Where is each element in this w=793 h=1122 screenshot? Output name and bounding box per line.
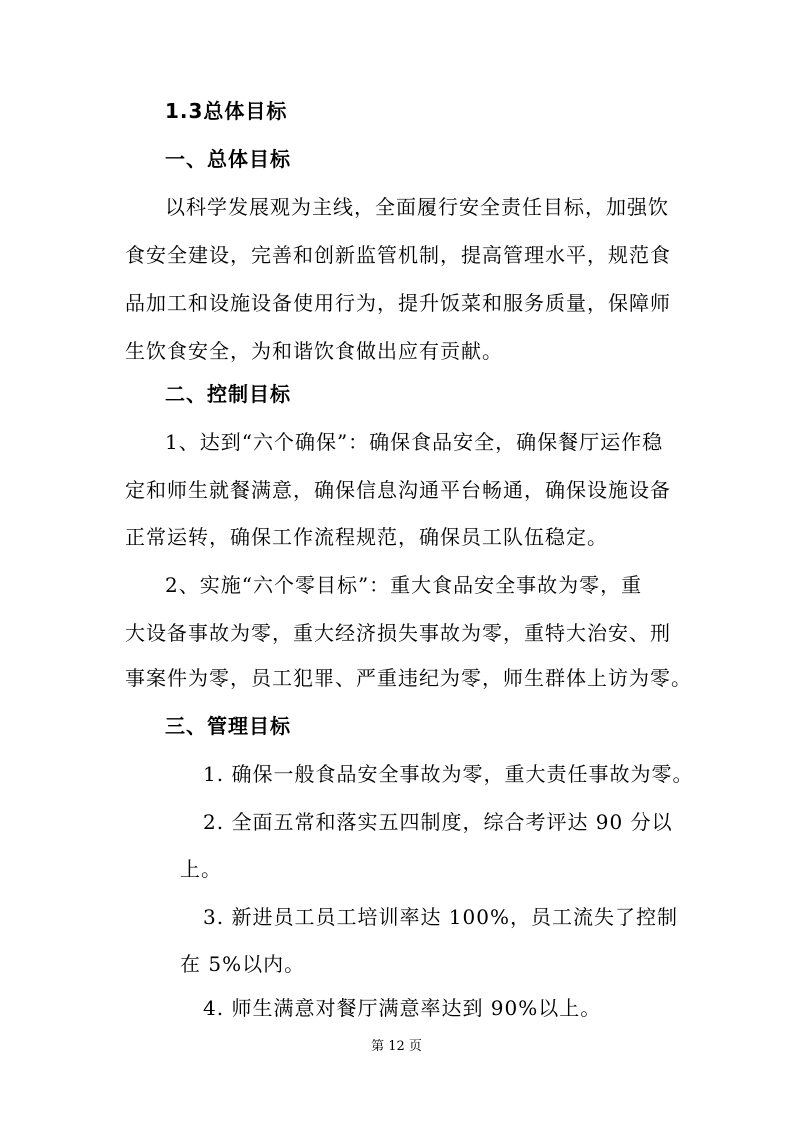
paragraph-line: 品加工和设施设备使用行为，提升饭菜和服务质量，保障师: [125, 291, 671, 315]
list-item: 3. 新进员工员工培训率达 100%，员工流失了控制: [203, 905, 678, 929]
heading-control-goals: 二、控制目标: [165, 382, 291, 406]
paragraph-line: 2、实施“六个零目标”：重大食品安全事故为零，重: [165, 573, 643, 597]
list-item: 1. 确保一般食品安全事故为零，重大责任事故为零。: [203, 762, 694, 786]
page-number: 第 12 页: [371, 1039, 422, 1054]
paragraph-line: 食安全建设，完善和创新监管机制，提高管理水平，规范食: [125, 243, 671, 267]
list-item: 4. 师生满意对餐厅满意率达到 90%以上。: [203, 996, 602, 1020]
paragraph-line: 生饮食安全，为和谐饮食做出应有贡献。: [125, 339, 503, 363]
paragraph-line: 事案件为零，员工犯罪、严重违纪为零，师生群体上访为零。: [125, 666, 692, 690]
paragraph-line: 正常运转，确保工作流程规范，确保员工队伍稳定。: [125, 525, 608, 549]
list-item-continuation: 在 5%以内。: [180, 952, 306, 976]
paragraph-line: 以科学发展观为主线，全面履行安全责任目标，加强饮: [165, 195, 669, 219]
paragraph-line: 定和师生就餐满意，确保信息沟通平台畅通，确保设施设备: [125, 478, 671, 502]
list-item-continuation: 上。: [180, 857, 222, 881]
heading-management-goals: 三、管理目标: [165, 714, 291, 738]
paragraph-line: 大设备事故为零，重大经济损失事故为零，重特大治安、刑: [125, 621, 671, 645]
paragraph-line: 1、达到“六个确保”：确保食品安全，确保餐厅运作稳: [165, 430, 664, 454]
list-item: 2. 全面五常和落实五四制度，综合考评达 90 分以: [203, 810, 673, 834]
heading-overall-goals: 一、总体目标: [165, 147, 291, 171]
section-title: 1.3总体目标: [165, 99, 288, 123]
